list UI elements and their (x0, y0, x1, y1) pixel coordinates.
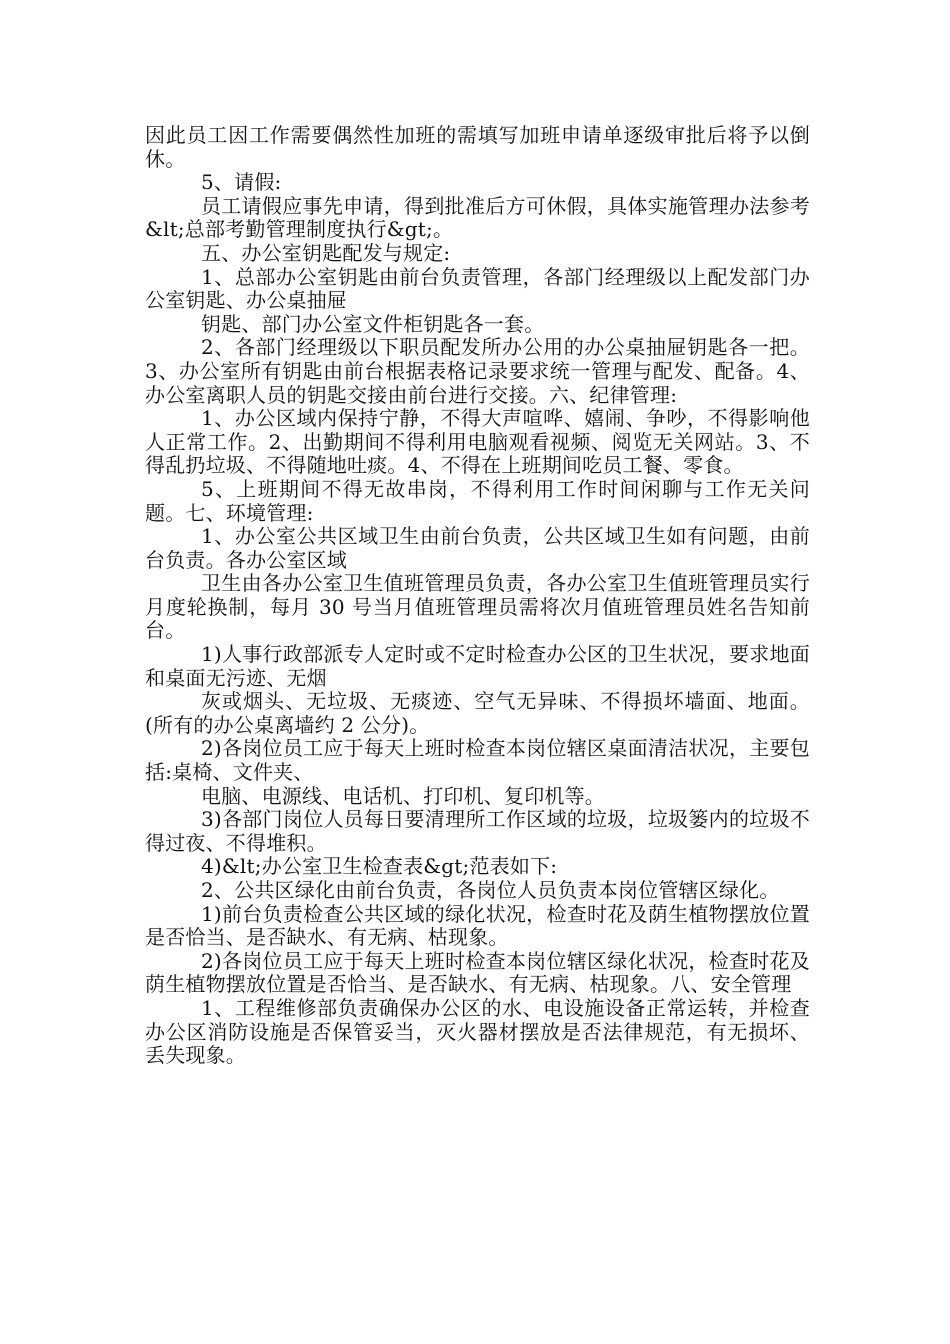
paragraph: 1、办公室公共区域卫生由前台负责，公共区域卫生如有问题，由前台负责。各办公室区域 (145, 524, 810, 572)
paragraph: 2、公共区绿化由前台负责，各岗位人员负责本岗位管辖区绿化。 (201, 878, 780, 902)
paragraph: 卫生由各办公室卫生值班管理员负责，各办公室卫生值班管理员实行月度轮换制，每月 30 号当月值班管理员需将次月值班管理员姓名告知前台。 (145, 571, 810, 643)
paragraph: 2、各部门经理级以下职员配发所办公用的办公桌抽屉钥匙各一把。3、办公室所有钥匙由前台根据表格记录要求统一管理与配发、配备。4、办公室离职人员的钥匙交接由前台进行交接。六、纪律管理: (145, 335, 810, 407)
paragraph: 5、上班期间不得无故串岗，不得利用工作时间闲聊与工作无关问题。七、环境管理: (145, 476, 810, 525)
paragraph: 4)&lt;办公室卫生检查表&gt;范表如下: (201, 854, 558, 879)
document-body (145, 124, 810, 1068)
paragraph: 1、办公区域内保持宁静，不得大声喧哗、嬉闹、争吵，不得影响他人正常工作。2、出勤期间不得利用电脑观看视频、阅览无关网站。3、不得乱扔垃圾、不得随地吐痰。4、不得在上班期间吃员工餐、零食。 (145, 406, 810, 478)
paragraph: 1、工程维修部负责确保办公区的水、电设施设备正常运转，并检查办公区消防设施是否保管妥当，灭火器材摆放是否法律规范，有无损坏、丢失现象。 (145, 995, 810, 1068)
paragraph: 1、总部办公室钥匙由前台负责管理，各部门经理级以上配发部门办公室钥匙、办公桌抽屉 (145, 264, 810, 313)
paragraph: 3)各部门岗位人员每日要清理所工作区域的垃圾，垃圾篓内的垃圾不得过夜、不得堆积。 (145, 807, 810, 855)
paragraph: 2)各岗位员工应于每天上班时检查本岗位辖区绿化状况，检查时花及荫生植物摆放位置是否恰当、是否缺水、有无病、枯现象。八、安全管理 (145, 948, 810, 997)
section-heading: 五、办公室钥匙配发与规定: (201, 240, 451, 265)
paragraph: 员工请假应事先申请，得到批准后方可休假，具体实施管理办法参考&lt;总部考勤管理制度执行&gt;。 (145, 193, 810, 242)
paragraph: 钥匙、部门办公室文件柜钥匙各一套。 (201, 311, 545, 336)
paragraph: 2)各岗位员工应于每天上班时检查本岗位辖区桌面清洁状况，主要包括:桌椅、文件夹、 (145, 736, 810, 785)
paragraph: 电脑、电源线、电话机、打印机、复印机等。 (201, 783, 605, 808)
paragraph: 5、请假: (201, 170, 282, 195)
paragraph: 因此员工因工作需要偶然性加班的需填写加班申请单逐级审批后将予以倒休。 (145, 123, 810, 171)
paragraph: 灰或烟头、无垃圾、无痰迹、空气无异味、不得损坏墙面、地面。(所有的办公桌离墙约 2 公分)。 (145, 689, 810, 737)
paragraph: 1)前台负责检查公共区域的绿化状况，检查时花及荫生植物摆放位置是否恰当、是否缺水、有无病、枯现象。 (145, 901, 810, 950)
paragraph: 1)人事行政部派专人定时或不定时检查办公区的卫生状况，要求地面和桌面无污迹、无烟 (145, 642, 810, 690)
